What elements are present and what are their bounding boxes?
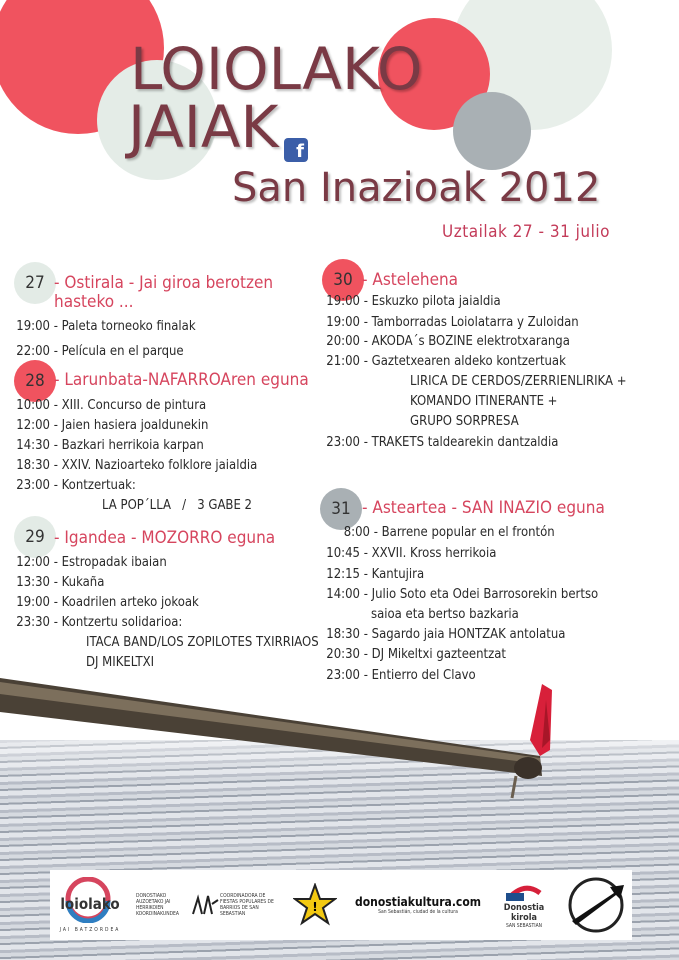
day-number: 31 [331, 499, 351, 519]
donostiakultura-wordmark: donostiakultura.com [354, 895, 481, 909]
arrow-badge-logo[interactable] [562, 870, 630, 940]
event-30-5: LIRICA DE CERDOS/ZERRIENLIRIKA + [410, 374, 627, 389]
event-30-6: KOMANDO ITINERANTE + [410, 394, 558, 409]
donostiakultura-logo[interactable] [350, 870, 486, 940]
donostiakultura-tagline: San Sebastián, ciudad de la cultura [378, 909, 458, 915]
event-27-1: 19:00 - Paleta torneoko finalak [16, 319, 196, 334]
event-28-3: 14:30 - Bazkari herrikoia karpan [16, 438, 204, 453]
day-heading-27: - Ostirala - Jai giroa berotzen hasteko ... [54, 273, 274, 312]
event-29-4: 23:30 - Kontzertu solidarioa: [16, 615, 183, 630]
donostiakirola-sub: SAN SEBASTIAN [505, 923, 543, 929]
day-heading-29: - Igandea - MOZORRO eguna [54, 528, 276, 548]
star-logo[interactable] [290, 870, 340, 940]
event-28-6: LA POP´LLA / 3 GABE 2 [102, 498, 253, 513]
event-28-5: 23:00 - Kontzertuak: [16, 478, 136, 493]
event-31-1: 8:00 - Barrene popular en el frontón [343, 525, 555, 540]
donostiakirola-wordmark: Donostia kirola [503, 903, 545, 923]
event-30-1: 19:00 - Eskuzko pilota jaialdia [326, 294, 501, 309]
day-badge-27 [14, 262, 56, 304]
auzoteak-logo[interactable] [130, 870, 286, 940]
kirola-swoosh-icon [504, 881, 544, 903]
event-31-4: 14:00 - Julio Soto eta Odei Barrosorekin bertso [326, 587, 599, 602]
event-29-3: 19:00 - Koadrilen arteko jokoak [16, 595, 199, 610]
event-27-2: 22:00 - Película en el parque [16, 344, 184, 359]
event-30-7: GRUPO SORPRESA [410, 414, 519, 429]
event-30-3: 20:00 - AKODA´s BOZINE elektrotxaranga [326, 334, 570, 349]
svg-text:!: ! [312, 900, 318, 914]
greasy-pole-image [0, 670, 679, 810]
loiolako-wordmark: loiolako [60, 895, 120, 913]
loiolako-tagline: JAI BATZORDEA [59, 927, 121, 933]
auzoteak-text: DONOSTIAKO AUZOETAKO JAI HERRIKOIEN KOORDINAKUNDEA [136, 893, 179, 917]
dates: Uztailak 27 - 31 julio [442, 222, 610, 242]
event-30-2: 19:00 - Tamborradas Loiolatarra y Zuloidan [326, 315, 579, 330]
event-29-1: 12:00 - Estropadak ibaian [16, 555, 167, 570]
day-heading-30: - Astelehena [362, 270, 459, 290]
title-line1: LOIOLAKO [130, 35, 423, 103]
event-28-2: 12:00 - Jaien hasiera joaldunekin [16, 418, 209, 433]
day-number: 29 [25, 527, 45, 547]
event-31-6: 18:30 - Sagardo jaia HONTZAK antolatua [326, 627, 566, 642]
star-icon [293, 883, 337, 927]
event-29-2: 13:30 - Kukaña [16, 575, 105, 590]
event-31-7: 20:30 - DJ Mikeltxi gazteentzat [326, 647, 506, 662]
facebook-icon[interactable]: f [284, 138, 308, 162]
event-28-4: 18:30 - XXIV. Nazioarteko folklore jaialdia [16, 458, 258, 473]
day-badge-28 [14, 360, 56, 402]
day-badge-29 [14, 516, 56, 558]
event-31-8: 23:00 - Entierro del Clavo [326, 668, 476, 683]
day-number: 28 [25, 371, 45, 391]
day-number: 30 [333, 270, 353, 290]
event-28-1: 10:00 - XIII. Concurso de pintura [16, 398, 207, 413]
dancers-icon [190, 892, 220, 918]
day-heading-28: - Larunbata-NAFARROAren eguna [54, 370, 309, 390]
event-30-8: 23:00 - TRAKETS taldearekin dantzaldia [326, 435, 559, 450]
subtitle: San Inazioak 2012 [232, 165, 601, 211]
donostiakirola-logo[interactable] [490, 870, 558, 940]
arrow-badge-icon [566, 875, 626, 935]
title-line2: JAIAK [128, 93, 279, 161]
sponsor-logos [50, 870, 632, 940]
event-31-2: 10:45 - XXVII. Kross herrikoia [326, 546, 497, 561]
event-31-5: saioa eta bertso bazkaria [371, 607, 519, 622]
loiolako-logo[interactable] [52, 870, 128, 940]
event-31-3: 12:15 - Kantujira [326, 567, 425, 582]
day-heading-31: - Asteartea - SAN INAZIO eguna [362, 498, 605, 518]
event-30-4: 21:00 - Gaztetxearen aldeko kontzertuak [326, 354, 566, 369]
coordinadora-text: COORDINADORA DE FIESTAS POPULARES DE BARRIOS DE SAN SEBASTIAN [220, 893, 274, 917]
event-29-6: DJ MIKELTXI [86, 655, 155, 670]
deco-circle-grey-1 [453, 92, 531, 170]
event-29-5: ITACA BAND/LOS ZOPILOTES TXIRRIAOS [86, 635, 319, 650]
day-number: 27 [25, 273, 45, 293]
